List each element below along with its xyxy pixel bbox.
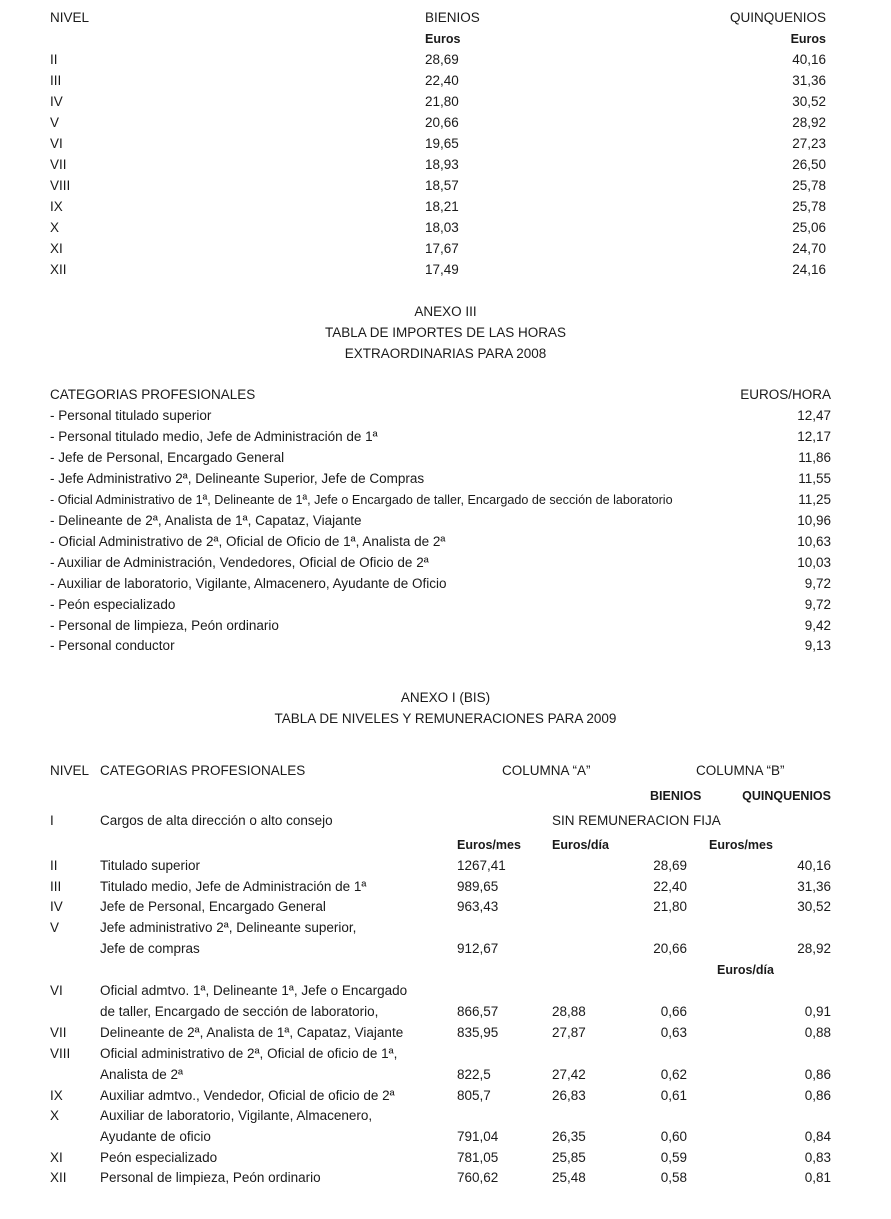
euros-dia-cell: 26,83 bbox=[552, 1088, 586, 1103]
nivel-cell: X bbox=[50, 220, 60, 235]
bienios-cell: 0,66 bbox=[660, 1004, 687, 1019]
quinquenios-cell: 24,70 bbox=[792, 241, 826, 256]
nivel-cell: VII bbox=[50, 1025, 67, 1040]
categoria-cell: Auxiliar de laboratorio, Vigilante, Almacenero, bbox=[100, 1108, 373, 1123]
euros-hora-cell: 10,63 bbox=[797, 534, 831, 549]
nivel-cell: IX bbox=[50, 199, 63, 214]
col-header-columna-a: COLUMNA “A” bbox=[502, 763, 591, 778]
euros-dia-cell: 25,85 bbox=[552, 1150, 586, 1165]
bienios-cell: 21,80 bbox=[425, 94, 459, 109]
col-header-bienios: BIENIOS bbox=[425, 10, 480, 25]
euros-dia-cell: 27,87 bbox=[552, 1025, 586, 1040]
euros-mes-cell: 866,57 bbox=[457, 1004, 499, 1019]
euros-mes-cell: 822,5 bbox=[457, 1067, 491, 1082]
bienios-cell: 21,80 bbox=[653, 899, 687, 914]
bienios-cell: 0,63 bbox=[660, 1025, 687, 1040]
categoria-cell-continued: de taller, Encargado de sección de laboratorio, bbox=[100, 1004, 379, 1019]
categoria-cell: Jefe de Personal, Encargado General bbox=[100, 899, 326, 914]
euros-hora-cell: 11,86 bbox=[798, 450, 831, 465]
anexo-iii-subtitle-1: TABLA DE IMPORTES DE LAS HORAS bbox=[324, 325, 567, 340]
quinquenios-cell: 28,92 bbox=[792, 115, 826, 130]
nivel-cell: II bbox=[50, 52, 58, 67]
unit-euros-mes: Euros/mes bbox=[457, 838, 521, 852]
categoria-cell: Jefe administrativo 2ª, Delineante superior, bbox=[100, 920, 357, 935]
col-header-quinquenios: QUINQUENIOS bbox=[729, 10, 826, 25]
euros-dia-cell: 28,88 bbox=[552, 1004, 586, 1019]
quinquenios-cell: 30,52 bbox=[792, 94, 826, 109]
bienios-cell: 0,58 bbox=[660, 1170, 687, 1185]
nivel-cell: XII bbox=[50, 1170, 67, 1185]
categoria-cell: Peón especializado bbox=[100, 1150, 218, 1165]
col-header-nivel: NIVEL bbox=[50, 763, 90, 778]
bienios-cell: 20,66 bbox=[653, 941, 687, 956]
quinquenios-cell: 25,06 bbox=[792, 220, 826, 235]
quinquenios-cell: 25,78 bbox=[792, 199, 826, 214]
quinquenios-cell: 31,36 bbox=[797, 879, 831, 894]
euros-dia-cell: 27,42 bbox=[552, 1067, 586, 1082]
categoria-cell: - Jefe de Personal, Encargado General bbox=[50, 450, 285, 465]
col-header-columna-b: COLUMNA “B” bbox=[696, 763, 785, 778]
euros-mes-cell: 781,05 bbox=[457, 1150, 499, 1165]
euros-hora-cell: 12,47 bbox=[797, 408, 831, 423]
bienios-cell: 0,59 bbox=[660, 1150, 687, 1165]
euros-hora-cell: 11,25 bbox=[798, 492, 831, 507]
categoria-cell: - Auxiliar de laboratorio, Vigilante, Almacenero, Ayudante de Oficio bbox=[50, 576, 447, 591]
quinquenios-cell: 0,86 bbox=[804, 1088, 831, 1103]
categoria-cell: Cargos de alta dirección o alto consejo bbox=[100, 813, 333, 828]
quinquenios-cell: 40,16 bbox=[792, 52, 826, 67]
quinquenios-cell: 30,52 bbox=[797, 899, 831, 914]
col-header-quinquenios: QUINQUENIOS bbox=[742, 789, 831, 803]
bienios-cell: 18,03 bbox=[425, 220, 459, 235]
quinquenios-cell: 31,36 bbox=[792, 73, 826, 88]
euros-hora-cell: 10,96 bbox=[797, 513, 831, 528]
nivel-cell: XI bbox=[50, 1150, 63, 1165]
anexo-iii-subtitle-2: EXTRAORDINARIAS PARA 2008 bbox=[344, 346, 547, 361]
euros-hora-cell: 9,42 bbox=[804, 618, 831, 633]
quinquenios-cell: 0,91 bbox=[804, 1004, 831, 1019]
nivel-cell: IX bbox=[50, 1088, 63, 1103]
col-header-euros-hora: EUROS/HORA bbox=[740, 387, 831, 402]
bienios-cell: 17,67 bbox=[425, 241, 459, 256]
euros-dia-cell: 26,35 bbox=[552, 1129, 586, 1144]
quinquenios-cell: 40,16 bbox=[797, 858, 831, 873]
unit-euros-dia-b: Euros/día bbox=[717, 963, 774, 977]
quinquenios-cell: 25,78 bbox=[792, 178, 826, 193]
bienios-cell: 0,60 bbox=[660, 1129, 687, 1144]
categoria-cell: - Oficial Administrativo de 1ª, Delineante de 1ª, Jefe o Encargado de taller, Encargado de sección de laboratorio bbox=[50, 493, 673, 507]
categoria-cell-continued: Analista de 2ª bbox=[100, 1067, 184, 1082]
bienios-cell: 0,61 bbox=[660, 1088, 687, 1103]
categoria-cell: Delineante de 2ª, Analista de 1ª, Capataz, Viajante bbox=[100, 1025, 404, 1040]
bienios-cell: 20,66 bbox=[425, 115, 459, 130]
nivel-cell: X bbox=[50, 1108, 60, 1123]
quinquenios-cell: 0,84 bbox=[804, 1129, 831, 1144]
col-header-bienios: BIENIOS bbox=[650, 789, 702, 803]
categoria-cell: - Personal de limpieza, Peón ordinario bbox=[50, 618, 279, 633]
categoria-cell: Auxiliar admtvo., Vendedor, Oficial de oficio de 2ª bbox=[100, 1088, 395, 1103]
nivel-cell: VIII bbox=[50, 178, 71, 193]
euros-hora-cell: 12,17 bbox=[797, 429, 831, 444]
nivel-cell: VIII bbox=[50, 1046, 71, 1061]
euros-mes-cell: 912,67 bbox=[457, 941, 499, 956]
nivel-cell: VII bbox=[50, 157, 67, 172]
col-header-categorias: CATEGORIAS PROFESIONALES bbox=[100, 763, 306, 778]
categoria-cell: - Delineante de 2ª, Analista de 1ª, Capataz, Viajante bbox=[50, 513, 362, 528]
bienios-cell: 18,21 bbox=[425, 199, 459, 214]
bienios-cell: 28,69 bbox=[425, 52, 459, 67]
euros-mes-cell: 760,62 bbox=[457, 1170, 499, 1185]
categoria-cell: - Personal conductor bbox=[50, 638, 175, 653]
col-header-categorias: CATEGORIAS PROFESIONALES bbox=[50, 387, 256, 402]
euros-dia-cell: 25,48 bbox=[552, 1170, 586, 1185]
categoria-cell-continued: Jefe de compras bbox=[100, 941, 200, 956]
euros-hora-cell: 9,72 bbox=[804, 576, 831, 591]
euros-hora-cell: 9,13 bbox=[804, 638, 831, 653]
quinquenios-cell: 24,16 bbox=[792, 262, 826, 277]
quinquenios-cell: 27,23 bbox=[792, 136, 826, 151]
euros-mes-cell: 1267,41 bbox=[457, 858, 506, 873]
nivel-cell: III bbox=[50, 879, 62, 894]
bienios-cell: 18,57 bbox=[425, 178, 459, 193]
euros-hora-cell: 11,55 bbox=[798, 471, 831, 486]
sin-remuneracion-note: SIN REMUNERACION FIJA bbox=[552, 813, 721, 828]
euros-hora-cell: 9,72 bbox=[804, 597, 831, 612]
euros-mes-cell: 791,04 bbox=[457, 1129, 499, 1144]
categoria-cell: - Personal titulado superior bbox=[50, 408, 212, 423]
unit-quinquenios: Euros bbox=[790, 32, 826, 46]
anexo-i-bis-title: ANEXO I (BIS) bbox=[400, 690, 491, 705]
categoria-cell: - Auxiliar de Administración, Vendedores, Oficial de Oficio de 2ª bbox=[50, 555, 429, 570]
categoria-cell: - Jefe Administrativo 2ª, Delineante Superior, Jefe de Compras bbox=[50, 471, 425, 486]
categoria-cell-continued: Ayudante de oficio bbox=[100, 1129, 211, 1144]
nivel-cell: II bbox=[50, 858, 58, 873]
nivel-cell: IV bbox=[50, 899, 63, 914]
bienios-cell: 19,65 bbox=[425, 136, 459, 151]
nivel-cell: XI bbox=[50, 241, 63, 256]
categoria-cell: - Personal titulado medio, Jefe de Administración de 1ª bbox=[50, 429, 378, 444]
unit-euros-mes-b: Euros/mes bbox=[709, 838, 773, 852]
euros-mes-cell: 963,43 bbox=[457, 899, 499, 914]
nivel-cell: XII bbox=[50, 262, 67, 277]
quinquenios-cell: 28,92 bbox=[797, 941, 831, 956]
nivel-cell: V bbox=[50, 115, 60, 130]
categoria-cell: Titulado superior bbox=[100, 858, 201, 873]
col-header-nivel: NIVEL bbox=[50, 10, 90, 25]
anexo-iii-title: ANEXO III bbox=[414, 304, 477, 319]
quinquenios-cell: 0,88 bbox=[804, 1025, 831, 1040]
euros-mes-cell: 805,7 bbox=[457, 1088, 491, 1103]
bienios-cell: 22,40 bbox=[653, 879, 687, 894]
categoria-cell: Personal de limpieza, Peón ordinario bbox=[100, 1170, 321, 1185]
unit-bienios: Euros bbox=[425, 32, 461, 46]
nivel-cell: VI bbox=[50, 136, 63, 151]
categoria-cell: - Oficial Administrativo de 2ª, Oficial de Oficio de 1ª, Analista de 2ª bbox=[50, 534, 446, 549]
euros-mes-cell: 835,95 bbox=[457, 1025, 499, 1040]
euros-hora-cell: 10,03 bbox=[797, 555, 831, 570]
anexo-i-bis-subtitle: TABLA DE NIVELES Y REMUNERACIONES PARA 2009 bbox=[274, 711, 617, 726]
nivel-cell: I bbox=[50, 813, 54, 828]
bienios-cell: 18,93 bbox=[425, 157, 459, 172]
quinquenios-cell: 0,86 bbox=[804, 1067, 831, 1082]
nivel-cell: IV bbox=[50, 94, 63, 109]
nivel-cell: V bbox=[50, 920, 60, 935]
categoria-cell: Oficial admtvo. 1ª, Delineante 1ª, Jefe o Encargado bbox=[100, 983, 408, 998]
bienios-cell: 17,49 bbox=[425, 262, 459, 277]
nivel-cell: III bbox=[50, 73, 62, 88]
quinquenios-cell: 0,81 bbox=[804, 1170, 831, 1185]
unit-euros-dia: Euros/día bbox=[552, 838, 609, 852]
categoria-cell: - Peón especializado bbox=[50, 597, 176, 612]
quinquenios-cell: 26,50 bbox=[792, 157, 826, 172]
nivel-cell: VI bbox=[50, 983, 63, 998]
categoria-cell: Titulado medio, Jefe de Administración de 1ª bbox=[100, 879, 367, 894]
bienios-cell: 28,69 bbox=[653, 858, 687, 873]
bienios-cell: 0,62 bbox=[660, 1067, 687, 1082]
categoria-cell: Oficial administrativo de 2ª, Oficial de oficio de 1ª, bbox=[100, 1046, 398, 1061]
euros-mes-cell: 989,65 bbox=[457, 879, 499, 894]
quinquenios-cell: 0,83 bbox=[804, 1150, 831, 1165]
bienios-cell: 22,40 bbox=[425, 73, 459, 88]
